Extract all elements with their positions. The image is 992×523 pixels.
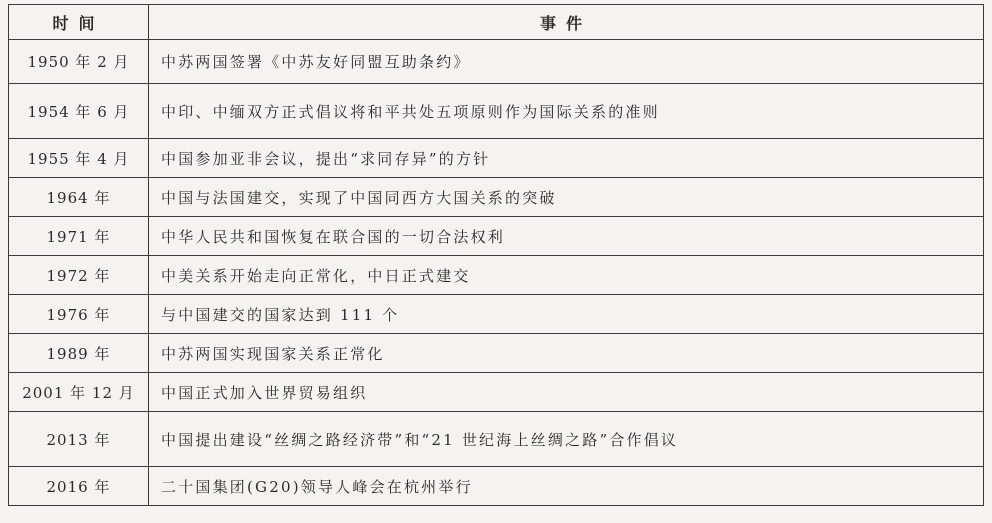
time-cell: 1950 年 2 月	[9, 40, 149, 84]
table-row	[9, 334, 984, 373]
event-cell: 中美关系开始走向正常化，中日正式建交	[149, 256, 984, 295]
event-cell: 中国参加亚非会议，提出“求同存异”的方针	[149, 139, 984, 178]
time-cell: 1972 年	[9, 256, 149, 295]
table-row	[9, 139, 984, 178]
event-cell: 中印、中缅双方正式倡议将和平共处五项原则作为国际关系的准则	[149, 84, 984, 139]
table-row	[9, 256, 984, 295]
time-cell: 2013 年	[9, 412, 149, 467]
events-table	[8, 4, 984, 506]
table-row	[9, 178, 984, 217]
table-row	[9, 84, 984, 139]
table-row	[9, 467, 984, 506]
table-row	[9, 40, 984, 84]
event-cell: 中国与法国建交，实现了中国同西方大国关系的突破	[149, 178, 984, 217]
time-cell: 1976 年	[9, 295, 149, 334]
table-row	[9, 295, 984, 334]
event-cell: 中华人民共和国恢复在联合国的一切合法权利	[149, 217, 984, 256]
time-cell: 1955 年 4 月	[9, 139, 149, 178]
table-row	[9, 373, 984, 412]
header-event: 事件	[149, 5, 984, 40]
time-cell: 1954 年 6 月	[9, 84, 149, 139]
table-row	[9, 217, 984, 256]
time-cell: 1989 年	[9, 334, 149, 373]
time-cell: 1964 年	[9, 178, 149, 217]
event-cell: 中国提出建设“丝绸之路经济带”和“21 世纪海上丝绸之路”合作倡议	[149, 412, 984, 467]
header-row	[9, 5, 984, 40]
time-cell: 1971 年	[9, 217, 149, 256]
event-cell: 中国正式加入世界贸易组织	[149, 373, 984, 412]
table-row	[9, 412, 984, 467]
time-cell: 2016 年	[9, 467, 149, 506]
header-time: 时间	[9, 5, 149, 40]
time-cell: 2001 年 12 月	[9, 373, 149, 412]
event-cell: 中苏两国签署《中苏友好同盟互助条约》	[149, 40, 984, 84]
event-cell: 二十国集团(G20)领导人峰会在杭州举行	[149, 467, 984, 506]
event-cell: 中苏两国实现国家关系正常化	[149, 334, 984, 373]
event-cell: 与中国建交的国家达到 111 个	[149, 295, 984, 334]
